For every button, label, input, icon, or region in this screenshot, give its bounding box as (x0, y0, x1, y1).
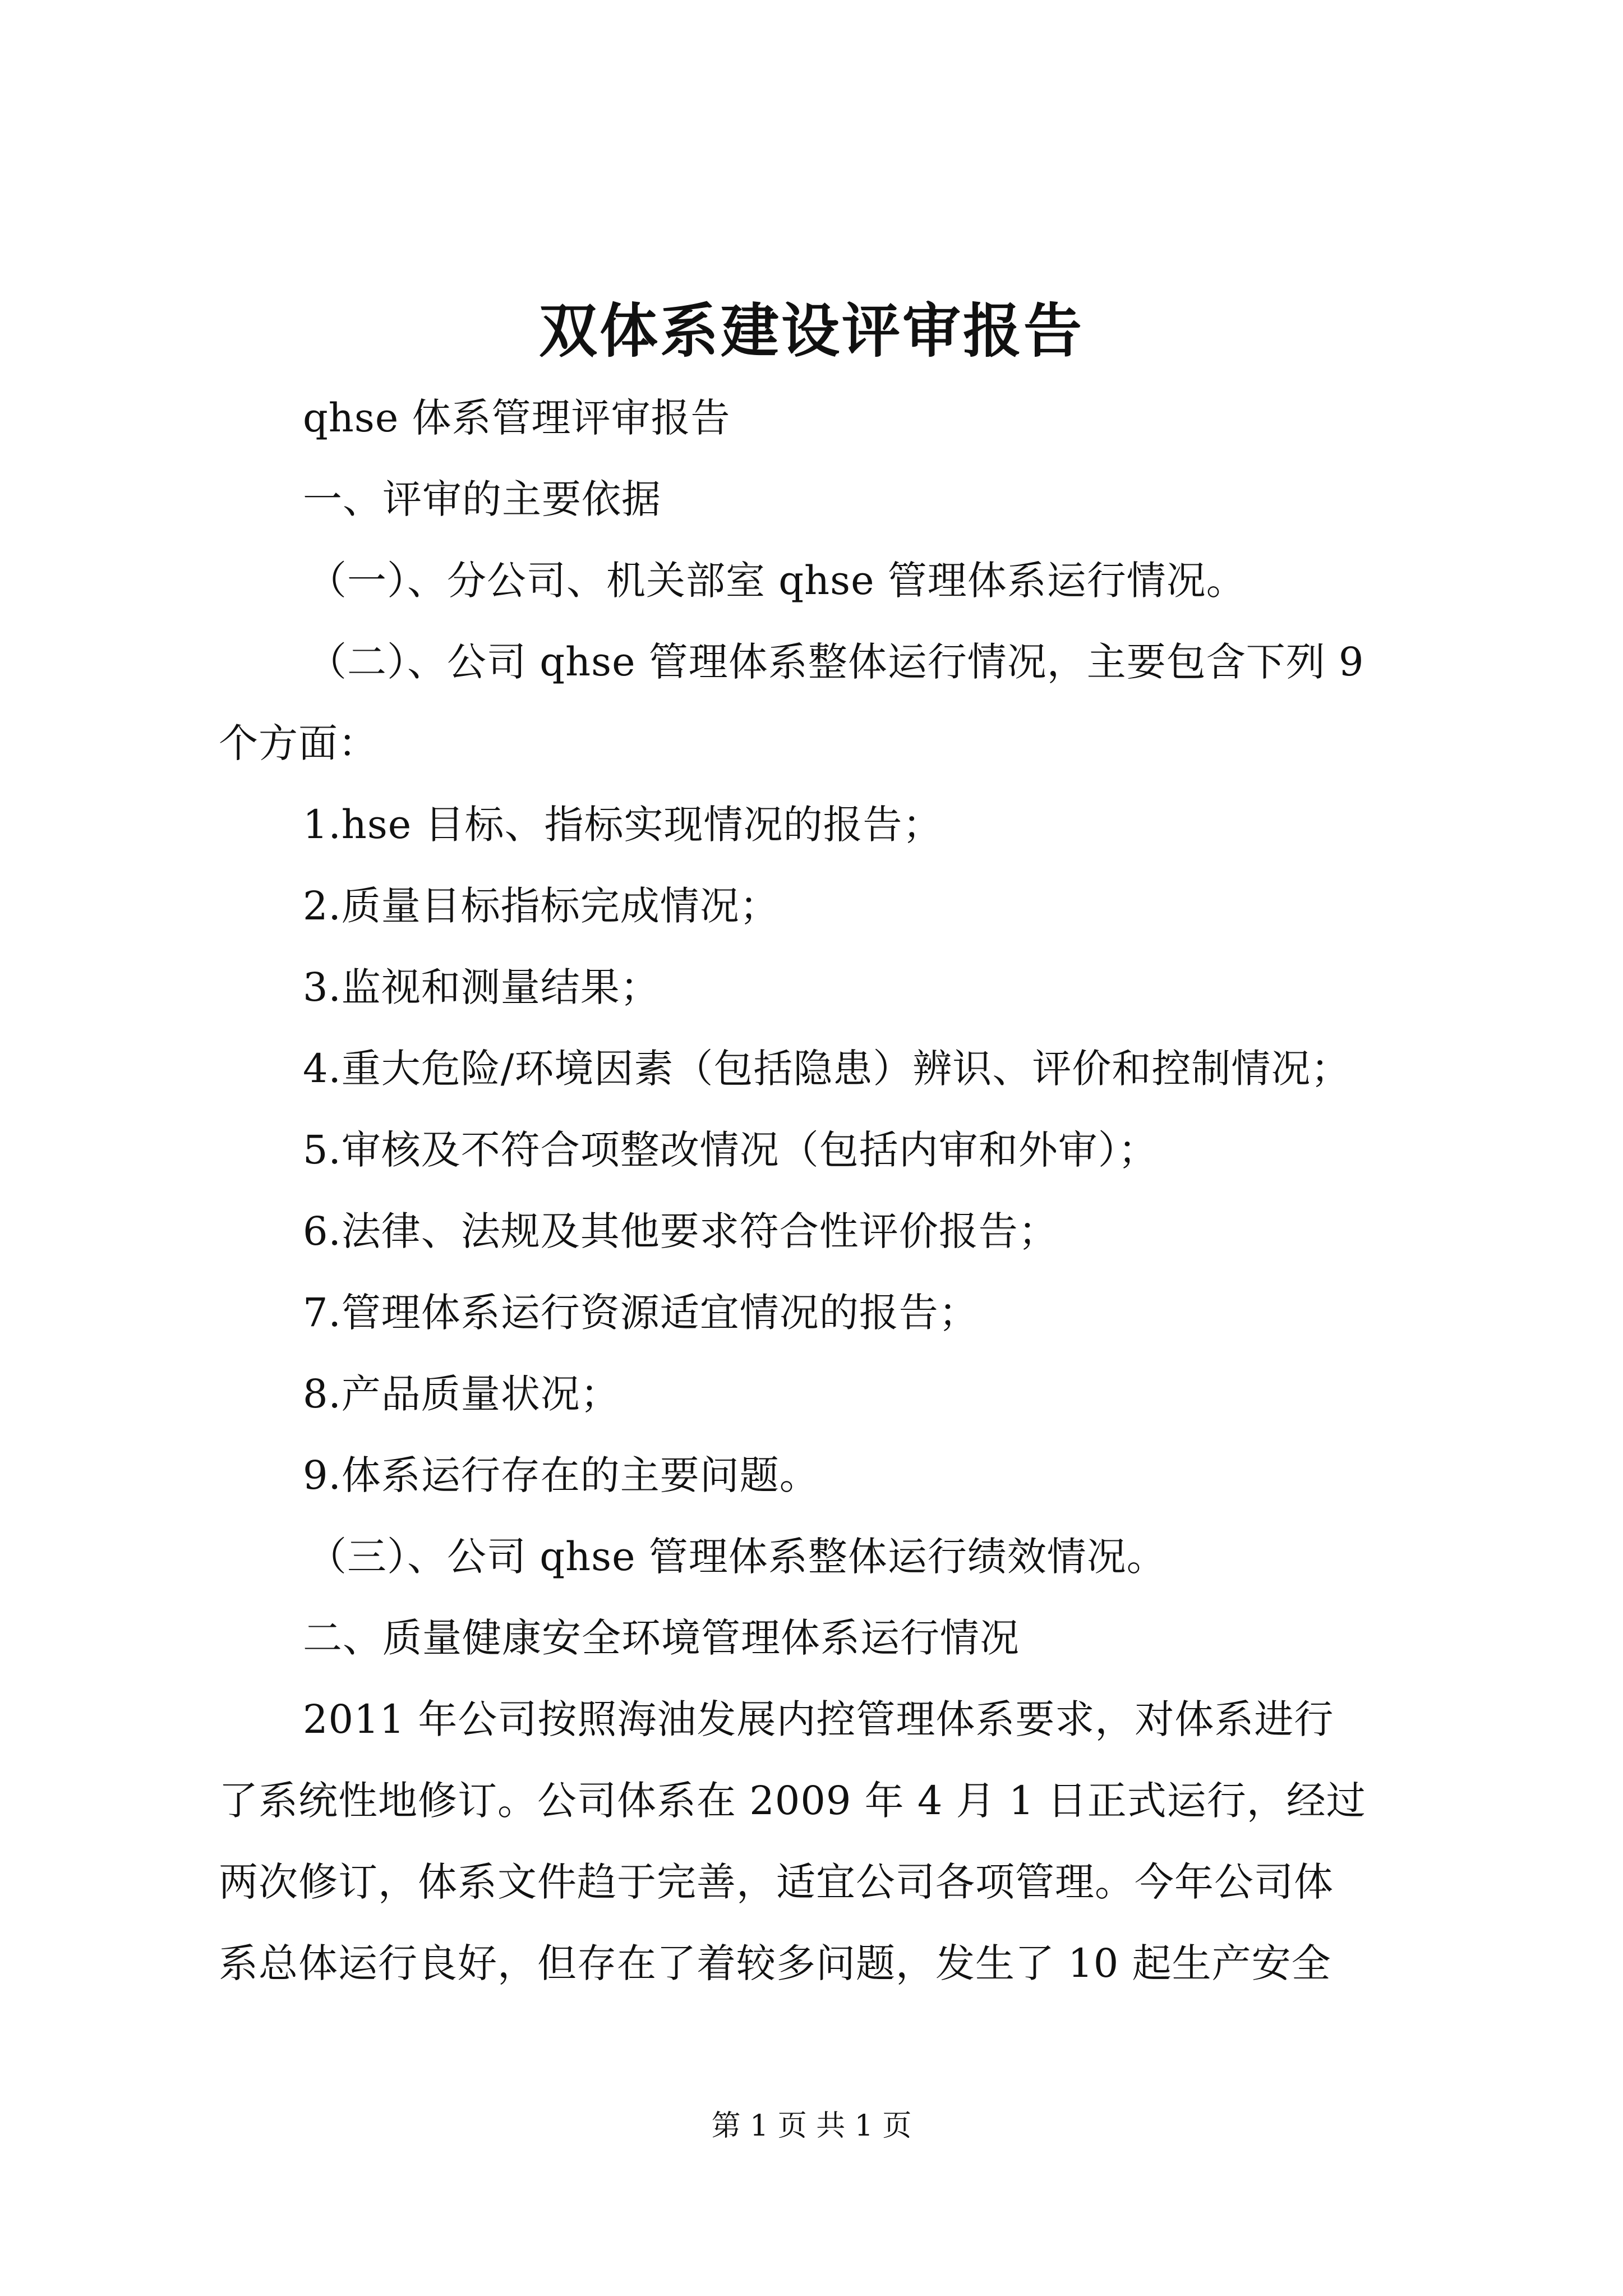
paragraph-line: 一、评审的主要依据 (303, 476, 661, 522)
list-item: 2.质量目标指标完成情况； (303, 883, 780, 929)
list-item: 7.管理体系运行资源适宜情况的报告； (303, 1290, 979, 1336)
paragraph-line: （二）、公司 qhse 管理体系整体运行情况，主要包含下列 9 (307, 639, 1364, 685)
paragraph-line: （三）、公司 qhse 管理体系整体运行绩效情况。 (307, 1534, 1166, 1580)
list-item: 9.体系运行存在的主要问题。 (303, 1452, 819, 1498)
list-item: 3.监视和测量结果； (303, 964, 660, 1010)
list-item: 4.重大危险/环境因素（包括隐患）辨识、评价和控制情况； (303, 1046, 1351, 1092)
paragraph-line: （一）、分公司、机关部室 qhse 管理体系运行情况。 (307, 558, 1246, 604)
paragraph-line: 系总体运行良好，但存在了着较多问题，发生了 10 起生产安全 (219, 1940, 1331, 1986)
list-item: 5.审核及不符合项整改情况（包括内审和外审）； (303, 1127, 1158, 1173)
document-title: 双体系建设评审报告 (538, 296, 1084, 365)
list-item: 1.hse 目标、指标实现情况的报告； (303, 802, 943, 848)
page-footer: 第 1 页 共 1 页 (711, 2109, 912, 2143)
paragraph-line: 2011 年公司按照海油发展内控管理体系要求，对体系进行 (303, 1696, 1334, 1742)
paragraph-line: 了系统性地修订。公司体系在 2009 年 4 月 1 日正式运行，经过 (219, 1778, 1366, 1824)
paragraph-line: 两次修订，体系文件趋于完善，适宜公司各项管理。今年公司体 (219, 1859, 1334, 1905)
list-item: 8.产品质量状况； (303, 1371, 620, 1417)
paragraph-line: 个方面： (219, 720, 378, 766)
section-heading: 二、质量健康安全环境管理体系运行情况 (303, 1615, 1020, 1661)
list-item: 6.法律、法规及其他要求符合性评价报告； (303, 1208, 1058, 1254)
paragraph-line: qhse 体系管理评审报告 (303, 395, 731, 441)
